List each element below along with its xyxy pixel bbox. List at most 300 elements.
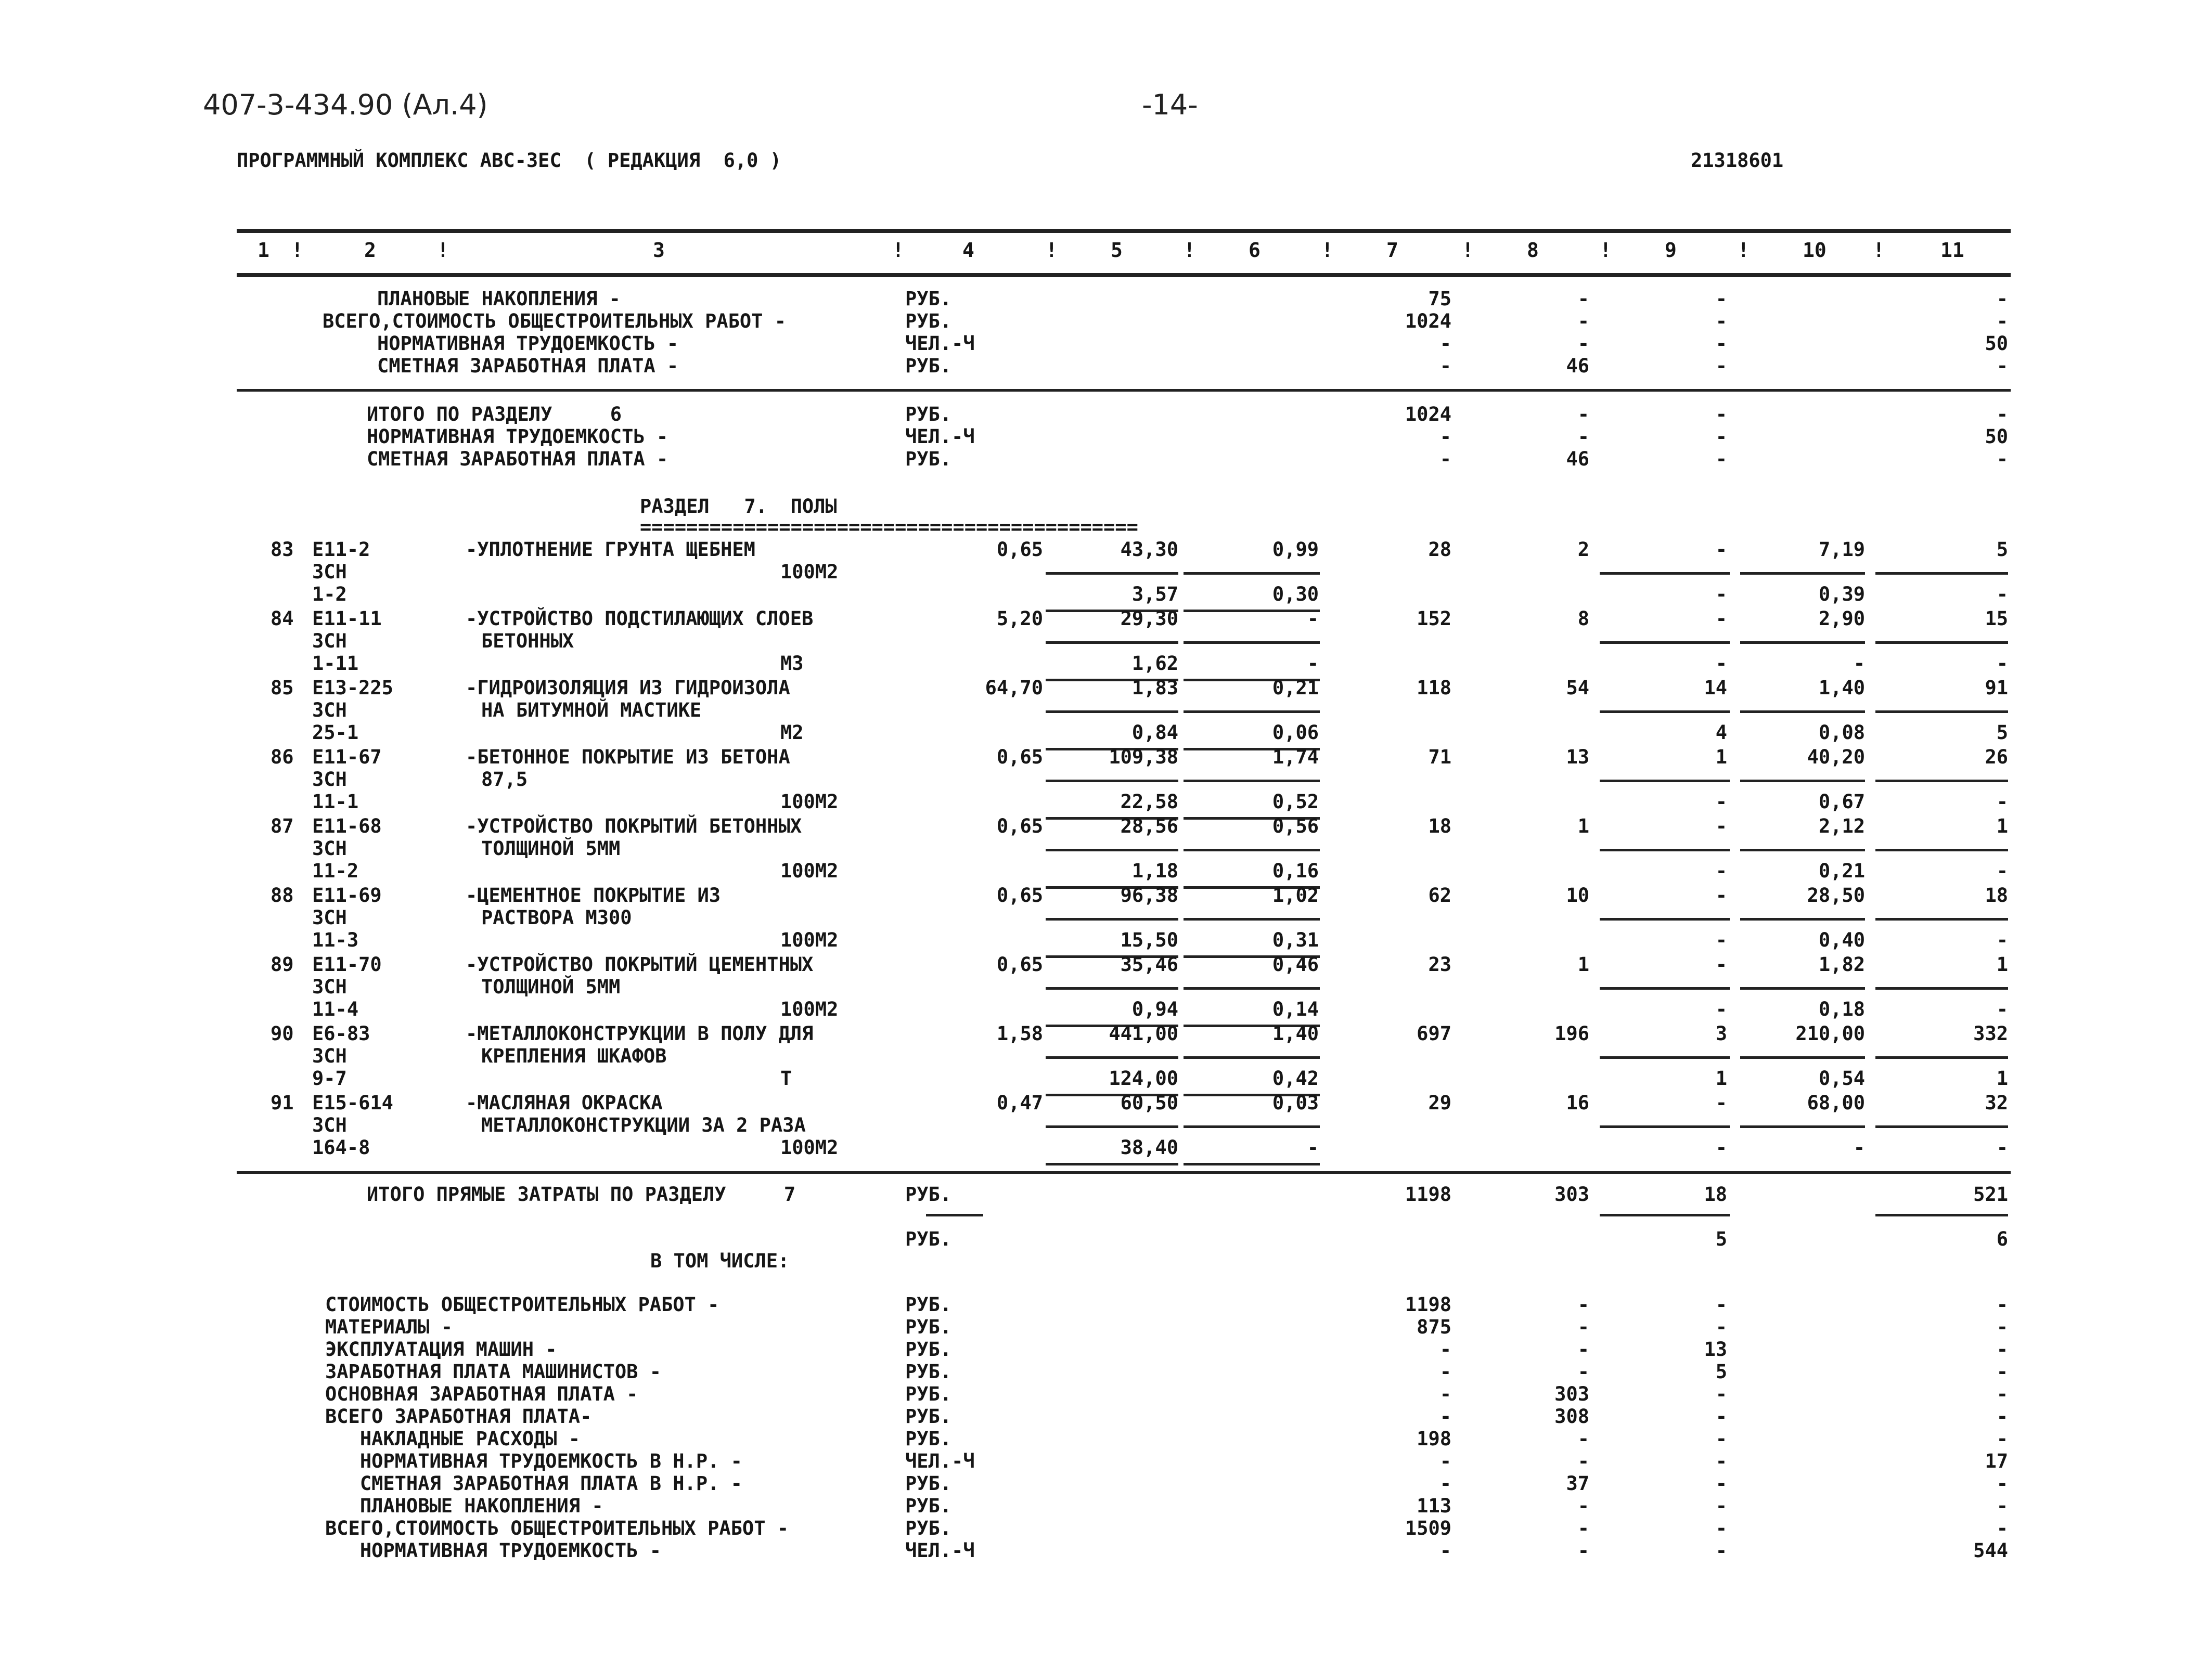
breakdown-c8: -: [1577, 1539, 1589, 1562]
item-value-underline: [1740, 572, 1865, 575]
item-value-underline: [1046, 918, 1178, 921]
item-total-cost: 71: [1428, 746, 1451, 768]
breakdown-unit: РУБ.: [905, 1405, 952, 1428]
header-rule-top: [237, 229, 2011, 233]
item-value-underline: [1600, 987, 1730, 990]
column-header-7: 7: [1386, 239, 1398, 262]
including-title: В ТОМ ЧИСЛЕ:: [650, 1250, 790, 1272]
item-value-underline: [1875, 1125, 2008, 1128]
item-unit-cost: 1,83: [1131, 677, 1178, 699]
item-description-cont: ТОЛЩИНОЙ 5ММ: [481, 976, 621, 998]
program-title: ПРОГРАММНЫЙ КОМПЛЕКС АВС-3ЕС ( РЕДАКЦИЯ 6,0 ): [237, 149, 781, 172]
total-rule: [1600, 1214, 1730, 1216]
items-end-rule: [237, 1171, 2011, 1174]
item-unit: 100М2: [780, 791, 839, 813]
item-value-underline: [1600, 710, 1730, 713]
prev-summary-unit: ЧЕЛ.-Ч: [905, 332, 975, 355]
item-unit-wage: 15,50: [1120, 929, 1178, 951]
item-unit-cost: 441,00: [1109, 1022, 1178, 1045]
item-labor-machine: -: [1853, 652, 1865, 675]
column-separator: !: [892, 239, 904, 262]
item-value-underline: [1875, 780, 2008, 782]
item-value-underline: [1046, 849, 1178, 851]
item-machine-total: -: [1715, 884, 1727, 906]
item-description-cont: ТОЛЩИНОЙ 5ММ: [481, 837, 621, 860]
item-code-sub: ЗСН: [312, 976, 347, 998]
item-unit: М3: [780, 652, 804, 675]
item-quantity: 1,58: [996, 1022, 1043, 1045]
breakdown-label: СТОИМОСТЬ ОБЩЕСТРОИТЕЛЬНЫХ РАБОТ -: [325, 1293, 719, 1316]
breakdown-unit: РУБ.: [905, 1316, 952, 1338]
breakdown-unit: РУБ.: [905, 1428, 952, 1450]
breakdown-unit: РУБ.: [905, 1338, 952, 1361]
breakdown-label: ЭКСПЛУАТАЦИЯ МАШИН -: [325, 1338, 557, 1361]
section6-total-c11: 50: [1985, 425, 2008, 448]
item-number: 90: [271, 1022, 294, 1045]
item-machine-total: 3: [1715, 1022, 1727, 1045]
item-code: Е11-11: [312, 607, 382, 630]
section6-total-c8: -: [1577, 425, 1589, 448]
prev-summary-c7: 75: [1428, 288, 1451, 310]
item-machine-total: -: [1715, 815, 1727, 837]
item-value-underline: [1046, 780, 1178, 782]
item-number: 84: [271, 607, 294, 630]
breakdown-label: ВСЕГО ЗАРАБОТНАЯ ПЛАТА-: [325, 1405, 592, 1428]
item-labor-norm: 2,12: [1818, 815, 1865, 837]
item-unit-machine-wage: 0,06: [1272, 721, 1319, 744]
breakdown-unit: РУБ.: [905, 1293, 952, 1316]
item-number: 86: [271, 746, 294, 768]
item-labor-machine-total: -: [1996, 652, 2008, 675]
item-machine-total: -: [1715, 1092, 1727, 1114]
item-total-cost: 28: [1428, 538, 1451, 561]
breakdown-label: ОСНОВНАЯ ЗАРАБОТНАЯ ПЛАТА -: [325, 1383, 638, 1405]
item-machine-wage-total: -: [1715, 791, 1727, 813]
item-unit: 100М2: [780, 1136, 839, 1159]
item-unit-cost: 29,30: [1120, 607, 1178, 630]
item-labor-norm: 210,00: [1795, 1022, 1865, 1045]
item-quantity: 0,65: [996, 746, 1043, 768]
item-wages: 2: [1577, 538, 1589, 561]
section6-total-c9: -: [1715, 448, 1727, 470]
item-labor-machine: 0,67: [1818, 791, 1865, 813]
breakdown-c11: -: [1996, 1495, 2008, 1517]
item-code-ref: 11-3: [312, 929, 359, 951]
section6-total-c7: -: [1439, 425, 1451, 448]
breakdown-label: НОРМАТИВНАЯ ТРУДОЕМКОСТЬ В Н.Р. -: [325, 1450, 742, 1472]
breakdown-label: НАКЛАДНЫЕ РАСХОДЫ -: [325, 1428, 581, 1450]
item-value-underline: [1184, 641, 1320, 644]
breakdown-c7: 113: [1417, 1495, 1451, 1517]
page-number: -14-: [1142, 88, 1198, 121]
item-value-underline: [1740, 780, 1865, 782]
item-value-underline: [1600, 918, 1730, 921]
prev-summary-c11: -: [1996, 288, 2008, 310]
item-code-sub: ЗСН: [312, 1045, 347, 1067]
total-direct-labor: 521: [1973, 1183, 2008, 1206]
column-header-2: 2: [364, 239, 376, 262]
item-value-underline: [1046, 1056, 1178, 1059]
breakdown-c7: 1509: [1405, 1517, 1451, 1539]
item-wages: 196: [1554, 1022, 1589, 1045]
prev-summary-c7: -: [1439, 332, 1451, 355]
item-code: Е11-68: [312, 815, 382, 837]
prev-summary-c7: -: [1439, 355, 1451, 377]
item-labor-norm: 2,90: [1818, 607, 1865, 630]
item-labor-total: 32: [1985, 1092, 2008, 1114]
breakdown-label: ЗАРАБОТНАЯ ПЛАТА МАШИНИСТОВ -: [325, 1361, 662, 1383]
column-separator: !: [437, 239, 449, 262]
prev-summary-c11: -: [1996, 310, 2008, 332]
item-number: 88: [271, 884, 294, 906]
item-unit: М2: [780, 721, 804, 744]
item-unit-machine-wage: 0,31: [1272, 929, 1319, 951]
item-machine-cost: 1,40: [1272, 1022, 1319, 1045]
breakdown-c11: -: [1996, 1517, 2008, 1539]
item-value-underline: [1740, 987, 1865, 990]
item-unit-machine-wage: -: [1307, 652, 1319, 675]
item-value-underline: [1600, 641, 1730, 644]
item-code-ref: 1-2: [312, 583, 347, 605]
item-wages: 13: [1566, 746, 1589, 768]
item-description: -ЦЕМЕНТНОЕ ПОКРЫТИЕ ИЗ: [466, 884, 721, 906]
item-code-sub: ЗСН: [312, 1114, 347, 1136]
item-labor-machine: 0,21: [1818, 860, 1865, 882]
item-quantity: 0,65: [996, 953, 1043, 976]
prev-summary-label: ВСЕГО,СТОИМОСТЬ ОБЩЕСТРОИТЕЛЬНЫХ РАБОТ -: [323, 310, 787, 332]
item-value-underline: [1600, 780, 1730, 782]
breakdown-unit: РУБ.: [905, 1517, 952, 1539]
item-unit: 100М2: [780, 929, 839, 951]
section6-total-label: ИТОГО ПО РАЗДЕЛУ 6: [367, 403, 622, 425]
item-description: -МАСЛЯНАЯ ОКРАСКА: [466, 1092, 663, 1114]
item-labor-total: 15: [1985, 607, 2008, 630]
section6-total-label: СМЕТНАЯ ЗАРАБОТНАЯ ПЛАТА -: [367, 448, 668, 470]
item-unit-wage: 1,18: [1131, 860, 1178, 882]
prev-summary-c8: 46: [1566, 355, 1589, 377]
breakdown-c11: -: [1996, 1428, 2008, 1450]
item-description-cont: РАСТВОРА М300: [481, 906, 632, 929]
item-machine-cost: -: [1307, 607, 1319, 630]
item-value-rule: [1046, 1163, 1178, 1165]
item-labor-machine-total: -: [1996, 1136, 2008, 1159]
section6-total-c9: -: [1715, 403, 1727, 425]
item-wages: 16: [1566, 1092, 1589, 1114]
item-value-underline: [1184, 987, 1320, 990]
total-direct-label: ИТОГО ПРЯМЫЕ ЗАТРАТЫ ПО РАЗДЕЛУ 7: [367, 1183, 796, 1206]
breakdown-c11: 544: [1973, 1539, 2008, 1562]
item-unit-wage: 0,94: [1131, 998, 1178, 1020]
item-machine-total: -: [1715, 607, 1727, 630]
item-machine-wage-total: -: [1715, 652, 1727, 675]
item-unit-cost: 35,46: [1120, 953, 1178, 976]
prev-summary-c11: -: [1996, 355, 2008, 377]
breakdown-label: ВСЕГО,СТОИМОСТЬ ОБЩЕСТРОИТЕЛЬНЫХ РАБОТ -: [325, 1517, 789, 1539]
item-labor-machine: 0,39: [1818, 583, 1865, 605]
item-quantity: 0,47: [996, 1092, 1043, 1114]
item-labor-norm: 7,19: [1818, 538, 1865, 561]
breakdown-c8: -: [1577, 1517, 1589, 1539]
item-value-underline: [1875, 849, 2008, 851]
breakdown-c7: -: [1439, 1338, 1451, 1361]
item-labor-norm: 28,50: [1807, 884, 1865, 906]
prev-summary-label: ПЛАНОВЫЕ НАКОПЛЕНИЯ -: [377, 288, 621, 310]
item-machine-total: 14: [1704, 677, 1727, 699]
breakdown-c9: -: [1715, 1539, 1727, 1562]
total-direct-labor-machines: 6: [1996, 1228, 2008, 1250]
column-header-11: 11: [1940, 239, 1964, 262]
item-total-cost: 62: [1428, 884, 1451, 906]
column-header-8: 8: [1527, 239, 1539, 262]
item-value-underline: [1740, 1056, 1865, 1059]
item-description: -МЕТАЛЛОКОНСТРУКЦИИ В ПОЛУ ДЛЯ: [466, 1022, 814, 1045]
breakdown-c8: -: [1577, 1338, 1589, 1361]
item-machine-wage-total: 1: [1715, 1067, 1727, 1090]
total-direct-machine-wages: 5: [1715, 1228, 1727, 1250]
breakdown-c9: -: [1715, 1450, 1727, 1472]
item-value-underline: [1184, 1056, 1320, 1059]
total-rule: [1875, 1214, 2008, 1216]
header-rule-bottom: [237, 273, 2011, 277]
column-header-10: 10: [1803, 239, 1827, 262]
breakdown-label: СМЕТНАЯ ЗАРАБОТНАЯ ПЛАТА В Н.Р. -: [325, 1472, 742, 1495]
prev-summary-unit: РУБ.: [905, 310, 952, 332]
prev-summary-c8: -: [1577, 310, 1589, 332]
item-unit: Т: [780, 1067, 792, 1090]
item-unit-wage: 124,00: [1109, 1067, 1178, 1090]
item-description: -УСТРОЙСТВО ПОКРЫТИЙ ЦЕМЕНТНЫХ: [466, 953, 814, 976]
item-description-cont: 87,5: [481, 768, 528, 791]
column-separator: !: [1462, 239, 1474, 262]
item-value-underline: [1184, 1125, 1320, 1128]
breakdown-c9: -: [1715, 1383, 1727, 1405]
item-code-ref: 25-1: [312, 721, 359, 744]
item-machine-cost: 0,21: [1272, 677, 1319, 699]
item-number: 89: [271, 953, 294, 976]
item-machine-cost: 0,56: [1272, 815, 1319, 837]
item-machine-total: -: [1715, 538, 1727, 561]
item-machine-wage-total: -: [1715, 583, 1727, 605]
item-unit-cost: 28,56: [1120, 815, 1178, 837]
item-value-underline: [1600, 1125, 1730, 1128]
prev-summary-c8: -: [1577, 288, 1589, 310]
column-header-3: 3: [653, 239, 665, 262]
item-total-cost: 118: [1417, 677, 1451, 699]
breakdown-c11: -: [1996, 1405, 2008, 1428]
prev-summary-c9: -: [1715, 310, 1727, 332]
breakdown-c8: 303: [1554, 1383, 1589, 1405]
breakdown-c9: -: [1715, 1472, 1727, 1495]
item-description-cont: КРЕПЛЕНИЯ ШКАФОВ: [481, 1045, 667, 1067]
item-description-cont: НА БИТУМНОЙ МАСТИКЕ: [481, 699, 702, 721]
section6-total-c7: 1024: [1405, 403, 1451, 425]
total-unit-rule: [926, 1214, 983, 1216]
item-machine-cost: 0,03: [1272, 1092, 1319, 1114]
column-header-4: 4: [962, 239, 974, 262]
item-unit-machine-wage: 0,30: [1272, 583, 1319, 605]
breakdown-unit: РУБ.: [905, 1383, 952, 1405]
item-unit-machine-wage: 0,16: [1272, 860, 1319, 882]
breakdown-c8: -: [1577, 1450, 1589, 1472]
item-value-underline: [1740, 918, 1865, 921]
breakdown-c8: 308: [1554, 1405, 1589, 1428]
item-value-underline: [1046, 1125, 1178, 1128]
item-value-underline: [1740, 849, 1865, 851]
total-direct-unit: РУБ.: [905, 1183, 952, 1206]
prev-summary-c9: -: [1715, 355, 1727, 377]
item-code-ref: 164-8: [312, 1136, 370, 1159]
prev-summary-unit: РУБ.: [905, 288, 952, 310]
prev-summary-c11: 50: [1985, 332, 2008, 355]
breakdown-c11: -: [1996, 1383, 2008, 1405]
column-separator: !: [291, 239, 303, 262]
item-total-cost: 18: [1428, 815, 1451, 837]
breakdown-c11: -: [1996, 1472, 2008, 1495]
item-labor-machine-total: -: [1996, 860, 2008, 882]
section6-total-c9: -: [1715, 425, 1727, 448]
breakdown-c7: -: [1439, 1450, 1451, 1472]
item-machine-wage-total: -: [1715, 860, 1727, 882]
breakdown-c9: -: [1715, 1316, 1727, 1338]
item-labor-total: 1: [1996, 815, 2008, 837]
prev-summary-c8: -: [1577, 332, 1589, 355]
item-labor-machine: 0,18: [1818, 998, 1865, 1020]
item-description: -БЕТОННОЕ ПОКРЫТИЕ ИЗ БЕТОНА: [466, 746, 790, 768]
section6-total-c8: -: [1577, 403, 1589, 425]
item-unit-wage: 3,57: [1131, 583, 1178, 605]
breakdown-label: ПЛАНОВЫЕ НАКОПЛЕНИЯ -: [325, 1495, 603, 1517]
item-labor-machine-total: 5: [1996, 721, 2008, 744]
prev-summary-label: НОРМАТИВНАЯ ТРУДОЕМКОСТЬ -: [377, 332, 679, 355]
item-value-underline: [1740, 710, 1865, 713]
item-value-underline: [1184, 849, 1320, 851]
item-unit-machine-wage: 0,42: [1272, 1067, 1319, 1090]
item-description: -УСТРОЙСТВО ПОДСТИЛАЮЩИХ СЛОЕВ: [466, 607, 814, 630]
item-labor-machine-total: 1: [1996, 1067, 2008, 1090]
item-machine-wage-total: -: [1715, 998, 1727, 1020]
item-number: 91: [271, 1092, 294, 1114]
breakdown-unit: РУБ.: [905, 1495, 952, 1517]
item-code: Е6-83: [312, 1022, 370, 1045]
item-unit-wage: 38,40: [1120, 1136, 1178, 1159]
item-labor-machine-total: -: [1996, 998, 2008, 1020]
breakdown-unit: РУБ.: [905, 1472, 952, 1495]
item-machine-total: 1: [1715, 746, 1727, 768]
item-value-underline: [1600, 849, 1730, 851]
item-code-ref: 11-2: [312, 860, 359, 882]
section6-total-label: НОРМАТИВНАЯ ТРУДОЕМКОСТЬ -: [367, 425, 668, 448]
breakdown-c9: -: [1715, 1405, 1727, 1428]
item-unit-machine-wage: 0,14: [1272, 998, 1319, 1020]
section7-title: РАЗДЕЛ 7. ПОЛЫ: [640, 495, 837, 517]
breakdown-c8: 37: [1566, 1472, 1589, 1495]
item-description-cont: МЕТАЛЛОКОНСТРУКЦИИ ЗА 2 РАЗА: [481, 1114, 806, 1136]
item-total-cost: 697: [1417, 1022, 1451, 1045]
breakdown-c9: 13: [1704, 1338, 1727, 1361]
item-value-underline: [1740, 641, 1865, 644]
item-quantity: 0,65: [996, 815, 1043, 837]
breakdown-c11: 17: [1985, 1450, 2008, 1472]
breakdown-c7: -: [1439, 1539, 1451, 1562]
item-machine-cost: 0,99: [1272, 538, 1319, 561]
section6-total-c7: -: [1439, 448, 1451, 470]
item-value-underline: [1740, 1125, 1865, 1128]
item-code: Е13-225: [312, 677, 393, 699]
column-header-1: 1: [258, 239, 269, 262]
item-unit-machine-wage: -: [1307, 1136, 1319, 1159]
item-value-underline: [1875, 572, 2008, 575]
column-separator: !: [1873, 239, 1885, 262]
prev-summary-c7: 1024: [1405, 310, 1451, 332]
section6-total-unit: ЧЕЛ.-Ч: [905, 425, 975, 448]
column-separator: !: [1600, 239, 1612, 262]
item-code: Е11-2: [312, 538, 370, 561]
item-quantity: 64,70: [985, 677, 1043, 699]
item-code: Е11-70: [312, 953, 382, 976]
item-value-underline: [1184, 572, 1320, 575]
item-wages: 1: [1577, 953, 1589, 976]
item-machine-cost: 1,02: [1272, 884, 1319, 906]
prev-summary-c9: -: [1715, 288, 1727, 310]
item-description: -УСТРОЙСТВО ПОКРЫТИЙ БЕТОННЫХ: [466, 815, 802, 837]
item-labor-norm: 1,82: [1818, 953, 1865, 976]
section7-underline: ===========================================: [640, 516, 1138, 538]
item-value-underline: [1184, 710, 1320, 713]
item-machine-cost: 0,46: [1272, 953, 1319, 976]
item-machine-total: -: [1715, 953, 1727, 976]
item-labor-total: 5: [1996, 538, 2008, 561]
item-quantity: 5,20: [996, 607, 1043, 630]
total-direct-cost: 1198: [1405, 1183, 1451, 1206]
breakdown-c9: -: [1715, 1293, 1727, 1316]
column-header-9: 9: [1665, 239, 1677, 262]
item-value-underline: [1046, 572, 1178, 575]
item-code-sub: ЗСН: [312, 699, 347, 721]
breakdown-c7: 875: [1417, 1316, 1451, 1338]
item-value-rule: [1184, 1163, 1320, 1165]
breakdown-c7: -: [1439, 1383, 1451, 1405]
item-wages: 1: [1577, 815, 1589, 837]
item-unit-cost: 60,50: [1120, 1092, 1178, 1114]
breakdown-unit: ЧЕЛ.-Ч: [905, 1539, 975, 1562]
item-value-underline: [1875, 987, 2008, 990]
item-code-sub: ЗСН: [312, 768, 347, 791]
item-labor-norm: 68,00: [1807, 1092, 1865, 1114]
section-divider: [237, 389, 2011, 392]
item-unit: 100М2: [780, 561, 839, 583]
item-value-underline: [1875, 710, 2008, 713]
breakdown-c9: -: [1715, 1428, 1727, 1450]
item-labor-machine: -: [1853, 1136, 1865, 1159]
total-direct-machines: 18: [1704, 1183, 1727, 1206]
prev-summary-label: СМЕТНАЯ ЗАРАБОТНАЯ ПЛАТА -: [377, 355, 679, 377]
item-total-cost: 29: [1428, 1092, 1451, 1114]
item-machine-cost: 1,74: [1272, 746, 1319, 768]
breakdown-c7: -: [1439, 1361, 1451, 1383]
column-header-6: 6: [1249, 239, 1261, 262]
item-number: 87: [271, 815, 294, 837]
item-unit-wage: 1,62: [1131, 652, 1178, 675]
breakdown-c11: -: [1996, 1293, 2008, 1316]
breakdown-c9: -: [1715, 1517, 1727, 1539]
item-unit-cost: 109,38: [1109, 746, 1178, 768]
breakdown-c7: -: [1439, 1405, 1451, 1428]
item-machine-wage-total: 4: [1715, 721, 1727, 744]
item-labor-machine-total: -: [1996, 583, 2008, 605]
item-labor-total: 332: [1973, 1022, 2008, 1045]
column-separator: !: [1321, 239, 1333, 262]
item-value-underline: [1875, 1056, 2008, 1059]
